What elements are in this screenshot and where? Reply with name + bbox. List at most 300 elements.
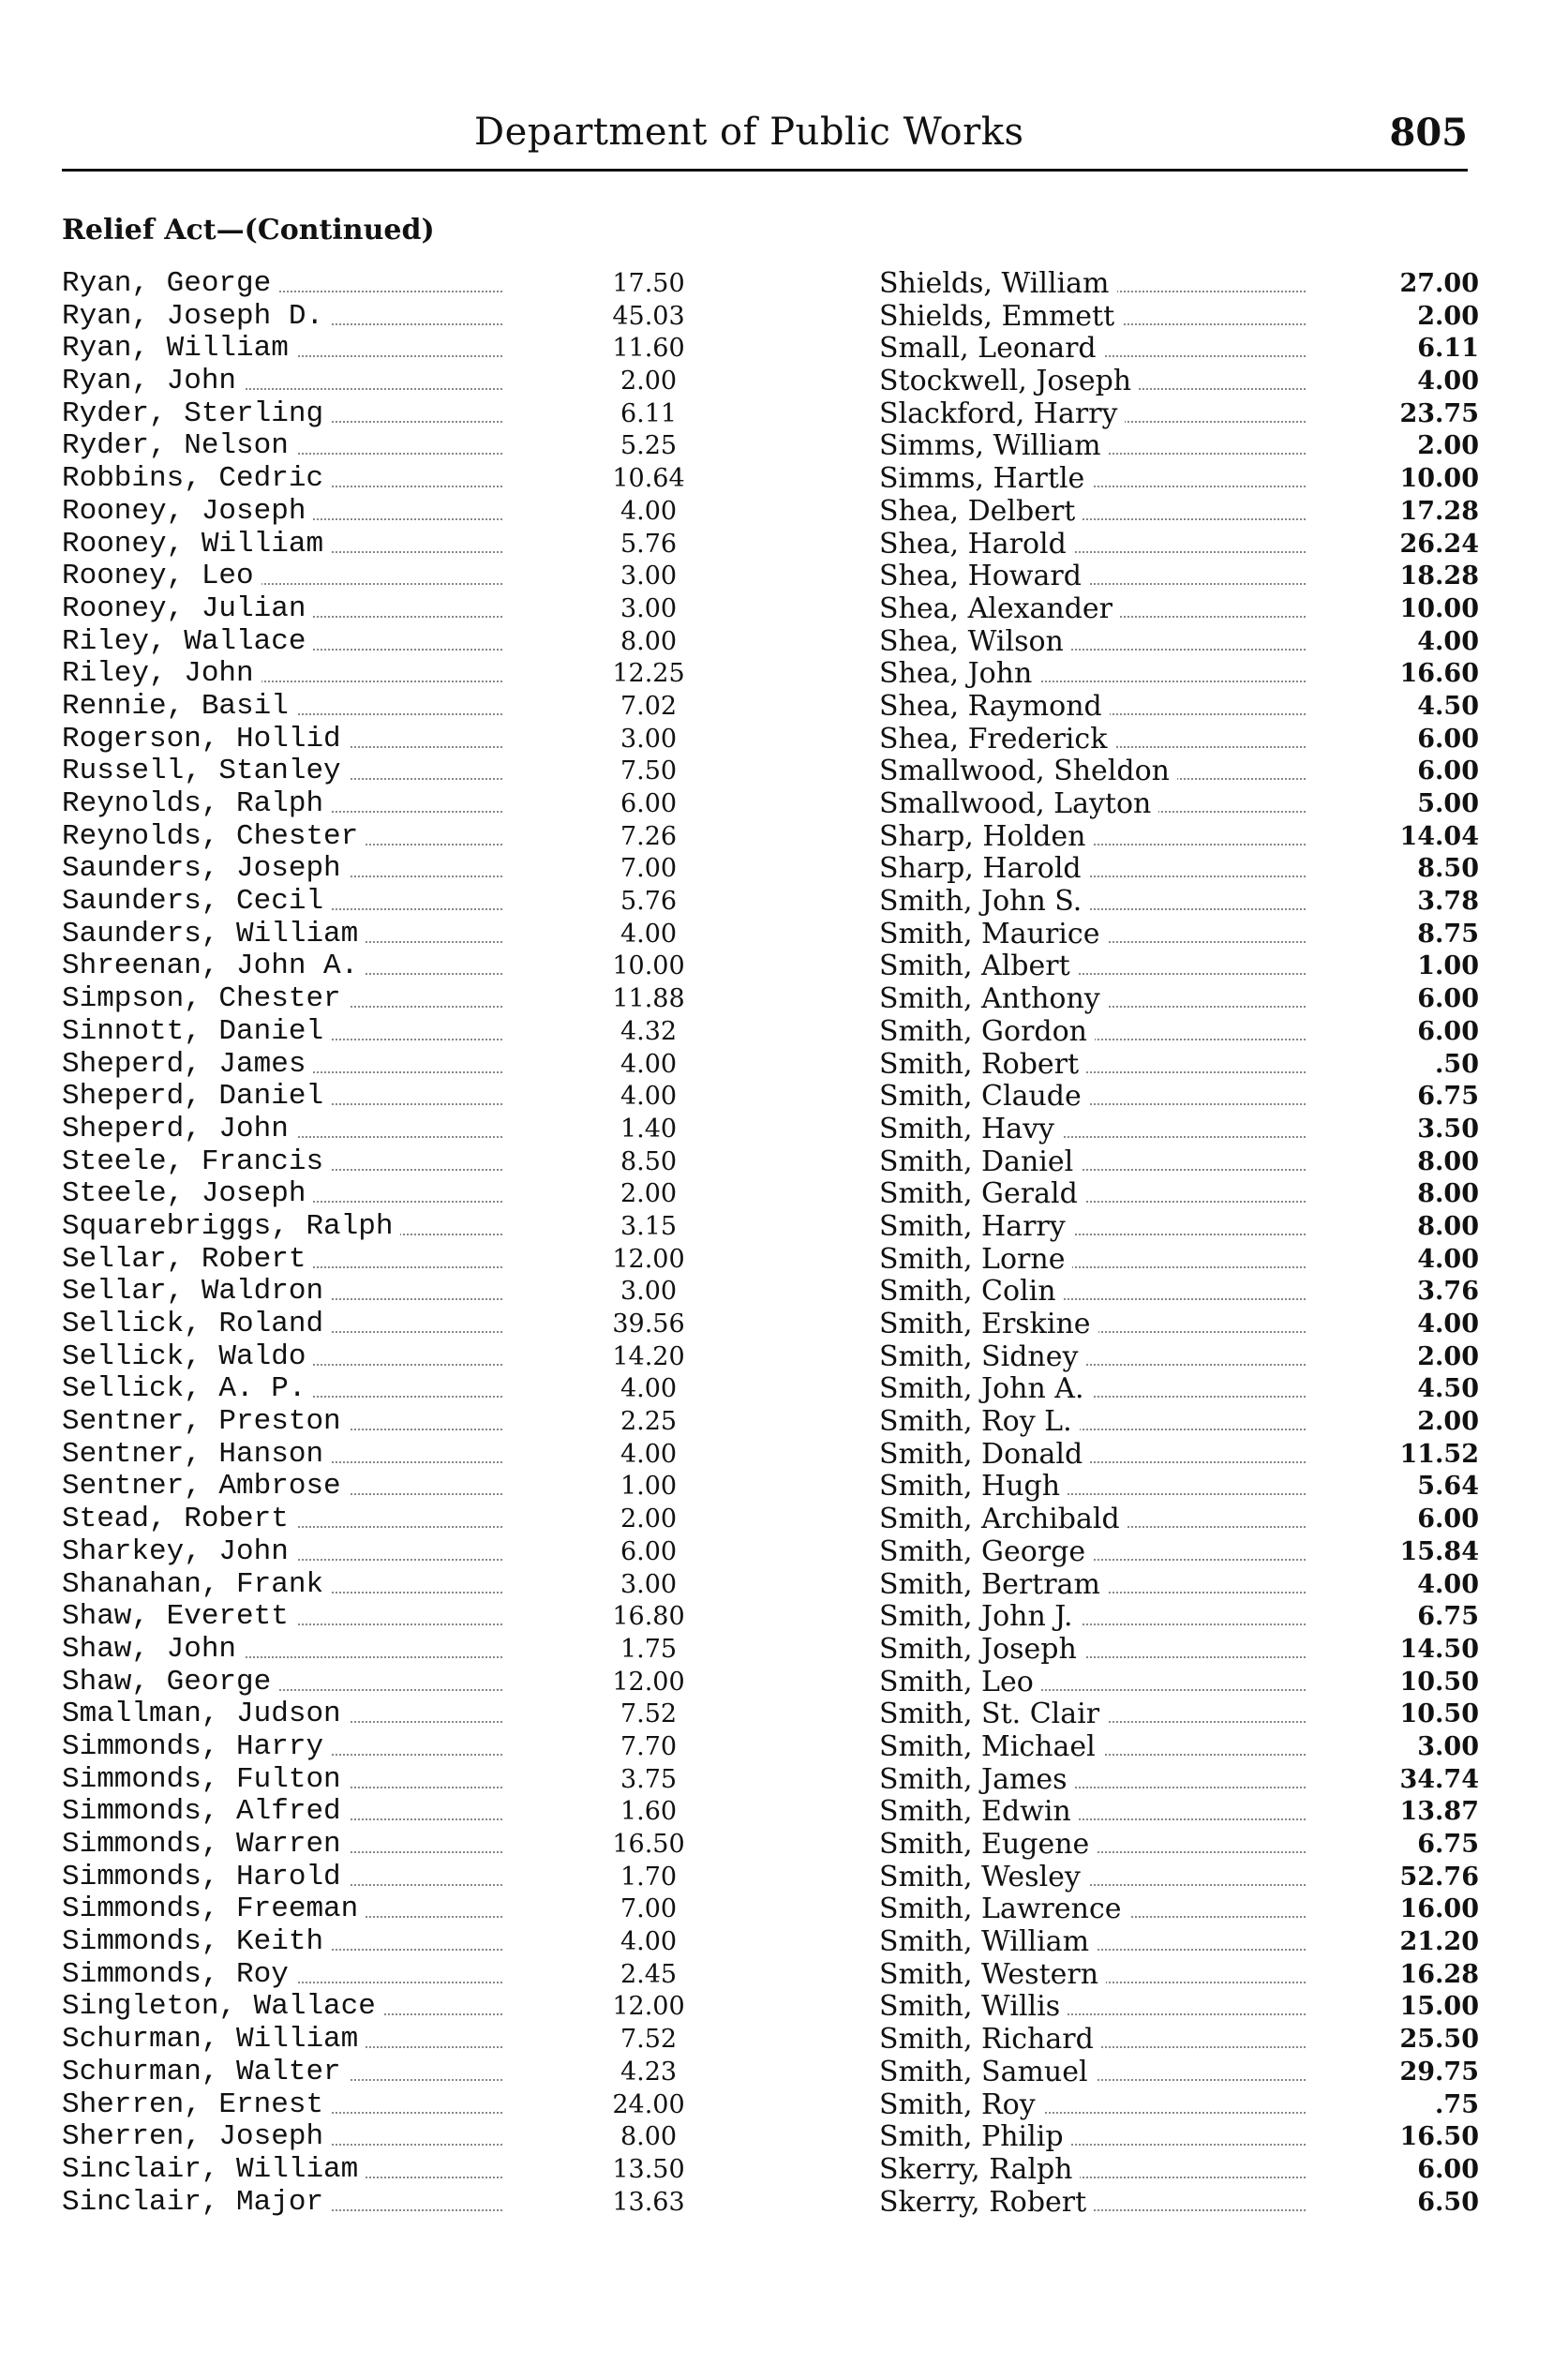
- payee-name: Ryan, George: [62, 268, 278, 301]
- payee-name: Smith, Maurice: [879, 919, 1107, 951]
- payee-name: Simmonds, Freeman: [62, 1893, 366, 1926]
- ledger-row: [879, 886, 1479, 919]
- payment-amount: 7.02: [620, 691, 678, 721]
- payee-name: Shea, Alexander: [879, 593, 1120, 626]
- ledger-row: [879, 1926, 1479, 1959]
- payee-name: Sellar, Robert: [62, 1244, 313, 1277]
- ledger-row: [879, 1959, 1479, 1992]
- payment-amount: 13.63: [612, 2187, 685, 2217]
- ledger-row: [879, 1309, 1479, 1341]
- payment-amount: 11.52: [1399, 1439, 1479, 1469]
- payee-name: Slackford, Harry: [879, 398, 1125, 431]
- payee-name: Smith, Hugh: [879, 1471, 1068, 1504]
- payee-name: Saunders, William: [62, 919, 366, 951]
- payee-name: Shields, Emmett: [879, 301, 1122, 334]
- payee-name: Simms, Hartle: [879, 463, 1092, 496]
- payee-name: Smith, Robert: [879, 1049, 1086, 1082]
- payment-amount: 4.32: [620, 1016, 678, 1046]
- payment-amount: 4.50: [1417, 691, 1479, 721]
- ledger-row: [62, 1049, 680, 1082]
- payee-name: Simmonds, Harry: [62, 1731, 331, 1764]
- ledger-row: [879, 1406, 1479, 1439]
- ledger-row: [62, 1990, 685, 2024]
- payee-name: Steele, Francis: [62, 1146, 331, 1179]
- payee-name: Squarebriggs, Ralph: [62, 1211, 400, 1244]
- payee-name: Shea, Harold: [879, 529, 1074, 561]
- payment-amount: 13.50: [612, 2154, 685, 2184]
- payment-amount: 7.50: [620, 756, 678, 786]
- payee-name: Smith, Roy: [879, 2089, 1043, 2122]
- ledger-row: [879, 919, 1479, 951]
- payee-name: Sentner, Ambrose: [62, 1471, 349, 1504]
- payment-amount: 10.50: [1399, 1667, 1479, 1697]
- payment-amount: 29.75: [1399, 2057, 1479, 2087]
- ledger-row: [879, 561, 1479, 593]
- payee-name: Steele, Joseph: [62, 1178, 313, 1211]
- payment-amount: 7.70: [620, 1731, 678, 1761]
- ledger-row: [879, 430, 1479, 463]
- payee-name: Smith, Harry: [879, 1211, 1073, 1244]
- payment-amount: 17.50: [612, 269, 685, 298]
- ledger-row: [62, 1406, 680, 1439]
- payment-amount: 25.50: [1399, 2025, 1479, 2055]
- payment-amount: 8.00: [620, 626, 678, 656]
- payment-amount: 23.75: [1399, 398, 1479, 428]
- payee-name: Simmonds, Roy: [62, 1959, 296, 1992]
- ledger-row: [62, 1731, 680, 1764]
- payee-name: Skerry, Robert: [879, 2187, 1094, 2220]
- payee-name: Smith, Roy L.: [879, 1406, 1080, 1439]
- ledger-row: [62, 1081, 680, 1114]
- ledger-row: [879, 691, 1479, 724]
- payee-name: Simmonds, Harold: [62, 1862, 349, 1894]
- payee-name: Sellick, Waldo: [62, 1341, 313, 1374]
- payee-name: Smith, St. Clair: [879, 1698, 1107, 1731]
- payment-amount: 12.00: [612, 1244, 685, 1274]
- payment-amount: 12.00: [612, 1992, 685, 2022]
- payee-name: Smith, Willis: [879, 1991, 1068, 2024]
- payee-name: Reynolds, Ralph: [62, 788, 331, 821]
- payment-amount: 8.00: [1417, 1211, 1479, 1241]
- payee-name: Smallwood, Sheldon: [879, 756, 1177, 788]
- ledger-row: [62, 1016, 680, 1049]
- payee-name: Sellar, Waldron: [62, 1276, 331, 1309]
- payment-amount: 7.52: [620, 1699, 678, 1729]
- payment-amount: 16.28: [1399, 1959, 1479, 1989]
- payee-name: Smith, Anthony: [879, 983, 1108, 1016]
- ledger-row: [879, 1081, 1479, 1114]
- payment-amount: 2.00: [1417, 1407, 1479, 1437]
- payment-amount: 6.00: [620, 789, 678, 818]
- payee-name: Smith, Michael: [879, 1731, 1103, 1764]
- ledger-row: [62, 1862, 680, 1894]
- left-column: [62, 267, 685, 2219]
- payment-amount: .50: [1435, 1049, 1479, 1079]
- payee-name: Smith, John S.: [879, 886, 1089, 919]
- ledger-row: [62, 398, 680, 431]
- ledger-row: [62, 496, 680, 529]
- ledger-row: [879, 1373, 1479, 1406]
- ledger-row: [879, 366, 1479, 398]
- payee-name: Sheperd, John: [62, 1114, 296, 1146]
- payment-amount: 2.00: [620, 367, 678, 396]
- payee-name: Sheperd, Daniel: [62, 1081, 331, 1114]
- payee-name: Shea, Frederick: [879, 724, 1114, 756]
- payment-amount: 4.00: [620, 1439, 678, 1469]
- ledger-row: [879, 821, 1479, 854]
- ledger-row: [879, 1114, 1479, 1146]
- payment-amount: 10.50: [1399, 1699, 1479, 1729]
- payment-amount: 10.00: [612, 951, 685, 981]
- payment-amount: 16.50: [612, 1830, 685, 1859]
- payment-amount: 3.00: [1417, 1731, 1479, 1761]
- payment-amount: 2.00: [1417, 301, 1479, 331]
- payment-amount: 8.00: [620, 2122, 678, 2152]
- ledger-row: [62, 1471, 680, 1504]
- payee-name: Ryan, William: [62, 333, 296, 366]
- payment-amount: 1.75: [620, 1634, 678, 1664]
- ledger-row: [62, 2121, 680, 2154]
- payment-amount: 2.00: [1417, 1341, 1479, 1371]
- payment-amount: 8.50: [1417, 854, 1479, 884]
- payment-amount: 3.76: [1417, 1277, 1479, 1307]
- ledger-row: [879, 1764, 1479, 1797]
- ledger-row: [879, 1893, 1479, 1926]
- payment-amount: 5.00: [1417, 789, 1479, 818]
- ledger-row: [879, 853, 1479, 886]
- ledger-row: [879, 1601, 1479, 1634]
- payee-name: Smith, John A.: [879, 1373, 1092, 1406]
- payee-name: Smith, Samuel: [879, 2057, 1096, 2089]
- ledger-row: [62, 366, 680, 398]
- payee-name: Riley, John: [62, 658, 261, 691]
- payee-name: Shanahan, Frank: [62, 1569, 331, 1602]
- payee-name: Sharp, Harold: [879, 853, 1089, 886]
- payment-amount: 4.00: [620, 919, 678, 949]
- ledger-row: [879, 333, 1479, 366]
- payment-amount: 6.00: [1417, 1016, 1479, 1046]
- payment-amount: 7.52: [620, 2025, 678, 2055]
- payee-name: Robbins, Cedric: [62, 463, 331, 496]
- payment-amount: 1.70: [620, 1862, 678, 1892]
- payee-name: Sherren, Joseph: [62, 2121, 331, 2154]
- ledger-row: [879, 593, 1479, 626]
- ledger-row: [62, 982, 685, 1016]
- payment-amount: 26.24: [1399, 529, 1479, 559]
- payee-name: Sellick, A. P.: [62, 1373, 313, 1406]
- ledger-row: [62, 2185, 685, 2220]
- payee-name: Smith, Archibald: [879, 1504, 1127, 1536]
- ledger-row: [62, 1114, 680, 1146]
- payment-amount: 7.00: [620, 854, 678, 884]
- ledger-row: [62, 2057, 680, 2089]
- payee-name: Rooney, William: [62, 529, 331, 561]
- ledger-row: [62, 2024, 680, 2057]
- ledger-row: [879, 2187, 1479, 2220]
- ledger-row: [879, 2089, 1479, 2122]
- ledger-row: [62, 2152, 685, 2187]
- payment-amount: 5.76: [620, 887, 678, 917]
- payment-amount: 6.00: [1417, 756, 1479, 786]
- ledger-row: [62, 1146, 680, 1179]
- payment-amount: 4.00: [620, 1927, 678, 1957]
- payee-name: Smith, Western: [879, 1959, 1106, 1992]
- ledger-row: [62, 1211, 680, 1244]
- ledger-row: [879, 2154, 1479, 2187]
- page-number: 805: [1389, 111, 1468, 155]
- payee-name: Rooney, Joseph: [62, 496, 313, 529]
- payee-name: Reynolds, Chester: [62, 821, 366, 854]
- payee-name: Smith, Havy: [879, 1114, 1062, 1146]
- payee-name: Smith, Eugene: [879, 1829, 1097, 1862]
- payee-name: Sherren, Ernest: [62, 2089, 331, 2122]
- ledger-row: [62, 2087, 685, 2122]
- ledger-row: [879, 1862, 1479, 1894]
- ledger-row: [879, 1471, 1479, 1504]
- payment-amount: 16.00: [1399, 1894, 1479, 1924]
- payment-amount: 11.60: [612, 334, 685, 364]
- payment-amount: 2.00: [1417, 431, 1479, 461]
- ledger-row: [879, 398, 1479, 431]
- payee-name: Smith, William: [879, 1926, 1097, 1959]
- payee-name: Smith, Daniel: [879, 1146, 1081, 1179]
- ledger-row: [879, 1049, 1479, 1082]
- payee-name: Smith, Sidney: [879, 1341, 1085, 1374]
- payee-name: Ryder, Nelson: [62, 430, 296, 463]
- payee-name: Simmonds, Keith: [62, 1926, 331, 1959]
- ledger-row: [879, 1146, 1479, 1179]
- page-header: [62, 111, 1468, 167]
- payment-amount: 11.88: [612, 984, 685, 1014]
- payment-amount: 5.64: [1417, 1472, 1479, 1502]
- payment-amount: 5.76: [620, 529, 678, 559]
- ledger-row: [879, 950, 1479, 983]
- ledger-row: [879, 1667, 1479, 1699]
- ledger-row: [62, 593, 680, 626]
- payment-amount: 12.00: [612, 1667, 685, 1697]
- ledger-row: [879, 301, 1479, 334]
- payee-name: Stead, Robert: [62, 1504, 296, 1536]
- payee-name: Shaw, John: [62, 1634, 244, 1667]
- payee-name: Saunders, Cecil: [62, 886, 331, 919]
- payee-name: Sharp, Holden: [879, 821, 1093, 854]
- ledger-row: [879, 1829, 1479, 1862]
- payee-name: Smith, Leo: [879, 1667, 1041, 1699]
- payee-name: Rooney, Julian: [62, 593, 313, 626]
- ledger-row: [879, 1504, 1479, 1536]
- payment-amount: 16.60: [1399, 659, 1479, 689]
- payment-amount: 10.00: [1399, 593, 1479, 623]
- payment-amount: 17.28: [1399, 496, 1479, 526]
- payee-name: Sheperd, James: [62, 1049, 313, 1082]
- payment-amount: 14.04: [1399, 821, 1479, 851]
- ledger-row: [62, 1178, 680, 1211]
- payee-name: Schurman, Walter: [62, 2057, 349, 2089]
- payment-amount: 7.26: [620, 821, 678, 851]
- ledger-row: [879, 1536, 1479, 1569]
- payment-amount: 4.00: [620, 1374, 678, 1404]
- payee-name: Russell, Stanley: [62, 756, 349, 788]
- ledger-row: [879, 463, 1479, 496]
- payee-name: Smith, John J.: [879, 1601, 1081, 1634]
- payment-amount: 1.40: [620, 1114, 678, 1144]
- payment-amount: 21.20: [1399, 1927, 1479, 1957]
- payee-name: Smith, Wesley: [879, 1862, 1088, 1894]
- payee-name: Smallwood, Layton: [879, 788, 1158, 821]
- ledger-row: [879, 756, 1479, 788]
- payment-amount: 3.50: [1417, 1114, 1479, 1144]
- payment-amount: 6.11: [620, 398, 678, 428]
- ledger-row: [879, 788, 1479, 821]
- payee-name: Sinclair, Major: [62, 2187, 331, 2220]
- ledger-row: [62, 462, 685, 496]
- payment-amount: 3.78: [1417, 887, 1479, 917]
- payee-name: Small, Leonard: [879, 333, 1104, 366]
- payment-amount: 16.50: [1399, 2122, 1479, 2152]
- ledger-row: [879, 2057, 1479, 2089]
- ledger-row: [62, 691, 680, 724]
- payment-amount: 6.00: [1417, 984, 1479, 1014]
- payment-amount: 3.15: [620, 1211, 678, 1241]
- ledger-row: [879, 1439, 1479, 1472]
- ledger-row: [62, 724, 680, 756]
- payee-name: Smith, James: [879, 1764, 1075, 1797]
- payment-amount: .75: [1435, 2089, 1479, 2119]
- ledger-row: [879, 1698, 1479, 1731]
- payee-name: Sinclair, William: [62, 2154, 366, 2187]
- payment-amount: 45.03: [612, 301, 685, 331]
- payee-name: Rooney, Leo: [62, 561, 261, 593]
- payee-name: Simpson, Chester: [62, 983, 349, 1016]
- payment-amount: 4.00: [1417, 1569, 1479, 1599]
- ledger-row: [62, 1242, 685, 1277]
- ledger-row: [879, 268, 1479, 301]
- ledger-row: [879, 1244, 1479, 1277]
- payee-name: Rogerson, Hollid: [62, 724, 349, 756]
- payment-amount: 39.56: [612, 1309, 685, 1339]
- payment-amount: 2.25: [620, 1407, 678, 1437]
- payee-name: Smith, Joseph: [879, 1634, 1084, 1667]
- payment-amount: 7.00: [620, 1894, 678, 1924]
- payee-name: Simmonds, Alfred: [62, 1796, 349, 1829]
- ledger-row: [62, 1959, 680, 1992]
- payment-amount: 52.76: [1399, 1862, 1479, 1892]
- ledger-row: [62, 756, 680, 788]
- page-title: Department of Public Works: [474, 111, 1024, 154]
- ledger-row: [879, 1634, 1479, 1667]
- payee-name: Singleton, Wallace: [62, 1991, 383, 2024]
- payment-amount: 14.50: [1399, 1634, 1479, 1664]
- payment-amount: 27.00: [1399, 269, 1479, 298]
- ledger-row: [62, 657, 685, 691]
- ledger-row: [62, 1569, 680, 1602]
- payee-name: Shreenan, John A.: [62, 950, 366, 983]
- payment-amount: 6.75: [1417, 1082, 1479, 1112]
- payee-name: Shields, William: [879, 268, 1117, 301]
- payee-name: Smith, Erskine: [879, 1309, 1098, 1341]
- payee-name: Smith, Colin: [879, 1276, 1064, 1309]
- payee-name: Saunders, Joseph: [62, 853, 349, 886]
- ledger-row: [879, 983, 1479, 1016]
- ledger-row: [62, 561, 680, 593]
- ledger-row: [62, 267, 685, 301]
- ledger-row: [879, 658, 1479, 691]
- payment-amount: 13.87: [1399, 1797, 1479, 1827]
- ledger-row: [62, 626, 680, 659]
- ledger-row: [62, 1504, 680, 1536]
- payment-amount: 1.60: [620, 1797, 678, 1827]
- payee-name: Skerry, Ralph: [879, 2154, 1080, 2187]
- payment-amount: 1.00: [620, 1472, 678, 1502]
- ledger-row: [62, 1439, 680, 1472]
- payment-amount: 15.84: [1399, 1536, 1479, 1566]
- payment-amount: 4.00: [1417, 1309, 1479, 1339]
- payment-amount: 4.00: [620, 1082, 678, 1112]
- payee-name: Smith, George: [879, 1536, 1093, 1569]
- ledger-row: [879, 1341, 1479, 1374]
- ledger-row: [879, 2024, 1479, 2057]
- payment-amount: 3.00: [620, 1569, 678, 1599]
- ledger-row: [62, 950, 685, 983]
- ledger-row: [879, 529, 1479, 561]
- payee-name: Stockwell, Joseph: [879, 366, 1139, 398]
- ledger-row: [62, 1764, 680, 1797]
- payment-amount: 6.75: [1417, 1830, 1479, 1859]
- ledger-row: [62, 821, 680, 854]
- payee-name: Rennie, Basil: [62, 691, 296, 724]
- payee-name: Shaw, George: [62, 1667, 278, 1699]
- payee-name: Smith, Edwin: [879, 1796, 1079, 1829]
- ledger-row: [879, 1569, 1479, 1602]
- ledger-row: [879, 1178, 1479, 1211]
- payment-amount: 6.00: [1417, 1504, 1479, 1534]
- payee-name: Shaw, Everett: [62, 1601, 296, 1634]
- ledger-row: [62, 1536, 680, 1569]
- payment-amount: 2.45: [620, 1959, 678, 1989]
- payee-name: Sinnott, Daniel: [62, 1016, 331, 1049]
- ledger-row: [62, 1634, 680, 1667]
- payee-name: Smith, Gerald: [879, 1178, 1085, 1211]
- ledger-row: [62, 1796, 680, 1829]
- payee-name: Schurman, William: [62, 2024, 366, 2057]
- ledger-row: [62, 788, 680, 821]
- payment-amount: 3.00: [620, 561, 678, 591]
- ledger-row: [879, 1276, 1479, 1309]
- payee-name: Smith, Philip: [879, 2121, 1071, 2154]
- ledger-row: [879, 724, 1479, 756]
- payee-name: Smallman, Judson: [62, 1698, 349, 1731]
- payment-amount: 2.00: [620, 1504, 678, 1534]
- payment-amount: 6.75: [1417, 1602, 1479, 1632]
- payee-name: Smith, Lorne: [879, 1244, 1072, 1277]
- payee-name: Smith, Lawrence: [879, 1893, 1129, 1926]
- payee-name: Ryan, John: [62, 366, 244, 398]
- payee-name: Shea, John: [879, 658, 1039, 691]
- ledger-row: [879, 1016, 1479, 1049]
- payment-amount: 6.50: [1417, 2187, 1479, 2217]
- ledger-row: [62, 1339, 685, 1374]
- payment-amount: 4.00: [1417, 367, 1479, 396]
- ledger-row: [62, 1600, 685, 1634]
- ledger-row: [879, 1796, 1479, 1829]
- payment-amount: 6.00: [620, 1536, 678, 1566]
- payment-amount: 4.00: [1417, 1244, 1479, 1274]
- payee-name: Simmonds, Fulton: [62, 1764, 349, 1797]
- header-rule: [62, 169, 1468, 172]
- payee-name: Shea, Howard: [879, 561, 1089, 593]
- ledger-row: [62, 1698, 680, 1731]
- ledger-row: [62, 1308, 685, 1341]
